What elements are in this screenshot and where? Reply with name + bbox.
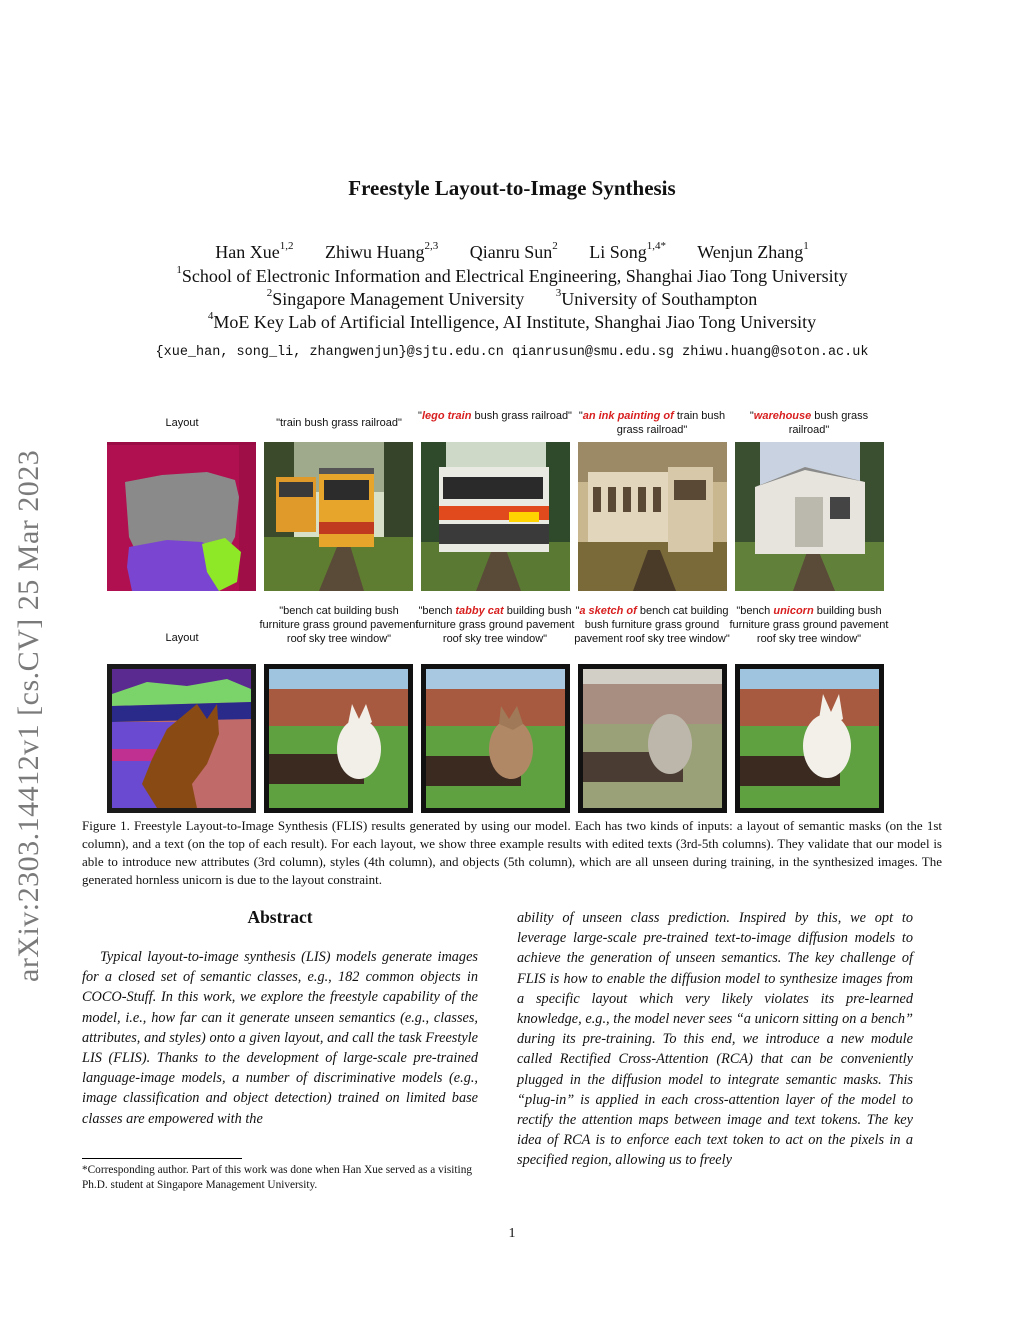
row1-prompt-4: "warehouse bush grass railroad" (749, 410, 869, 436)
paper-title: Freestyle Layout-to-Image Synthesis (348, 176, 676, 200)
abstract-heading: Abstract (247, 907, 313, 927)
row2-result-unicorn (735, 664, 884, 813)
arxiv-id: arXiv:2303.14412v1 [cs.CV] 25 Mar 2023 (12, 449, 45, 982)
affiliation-2-3: $^2$Singapore Management University $^3$University of Southampton (266, 287, 758, 309)
row1-result-warehouse (735, 442, 884, 591)
row2-prompt-4: "bench unicorn building bush furniture grass ground pavement roof sky tree window" (729, 605, 889, 645)
author-list: Han Xue$^{1,2}$ Zhiwu Huang$^{2,3}$ Qianru Sun$^2$ Li Song$^{1,4*}$ Wenjun Zhang$^1$ (215, 240, 809, 262)
page-number: 1 (508, 1226, 516, 1241)
row2-prompt-1: "bench cat building bush furniture grass ground pavement roof sky tree window" (259, 605, 419, 645)
row1-layout-mask (107, 442, 256, 591)
row2-layout-label: Layout (165, 632, 199, 644)
author-name: Zhiwu Huang (325, 242, 425, 262)
row1-result-ink-painting (578, 442, 727, 591)
affiliation-4: $^4$MoE Key Lab of Artificial Intelligence, AI Institute, Shanghai Jiao Tong University (207, 310, 817, 332)
footnote-rule (82, 1158, 242, 1159)
row2-result-tabby-cat (421, 664, 570, 813)
row2-prompt-2: "bench tabby cat building bush furniture grass ground pavement roof sky tree window" (415, 605, 575, 645)
author-name: Wenjun Zhang (697, 242, 804, 262)
figure-caption: Figure 1. Freestyle Layout-to-Image Synthesis (FLIS) results generated by using our model. Each has two kinds of inputs: a layout of semantic masks (on the 1st column), and a text (on the top of each result). For each layout, we show three example results with edited texts (3rd-5th columns). They validate that our model is able to introduce new attributes (3rd column), styles (4th column), and objects (5th column), which are all unseen during training, in the synthesized images. The generated hornless unicorn is due to the layout constraint. (82, 818, 942, 887)
author-name: Li Song (589, 242, 647, 262)
row2-layout-mask (107, 664, 256, 813)
author-name: Han Xue (215, 242, 280, 262)
row2-prompt-3: "a sketch of bench cat building bush furniture grass ground pavement roof sky tree window" (574, 605, 730, 645)
row1-prompt-3: "an ink painting of train bush grass railroad" (578, 410, 726, 436)
affiliation-1: $^1$School of Electronic Information and Electrical Engineering, Shanghai Jiao Tong University (176, 264, 848, 286)
abstract-left-column: Typical layout-to-image synthesis (LIS) models generate images for a closed set of semantic classes, e.g., 182 common objects in COCO-Stuff. In this work, we explore the freestyle capability of the model, i.e., how far can it generate unseen semantics (e.g., classes, attributes, and styles) onto a given layout, and call the task Freestyle LIS (FLIS). Thanks to the development of large-scale pre-trained language-image models, a number of discriminative models (e.g., image classification and object detection) trained on limited base classes are empowered with the (82, 949, 478, 1127)
row2-result-cat (264, 664, 413, 813)
footnote: *Corresponding author. Part of this work was done when Han Xue served as a visiting Ph.D. student at Singapore Management University. (82, 1164, 472, 1191)
author-emails: {xue_han, song_li, zhangwenjun}@sjtu.edu.cn qianrusun@smu.edu.sg zhiwu.huang@soton.ac.uk (155, 345, 869, 360)
row1-prompt-1: "train bush grass railroad" (276, 417, 402, 429)
author-name: Qianru Sun (469, 242, 553, 262)
row1-result-train (264, 442, 413, 591)
row1-prompt-2: "lego train bush grass railroad" (418, 410, 572, 422)
abstract-right-column: ability of unseen class prediction. Inspired by this, we opt to leverage large-scale pre-trained text-to-image diffusion models to achieve the generation of unseen semantics. The key challenge of FLIS is how to enable the diffusion model to synthesize images from a specific layout which very likely violates its pre-learned knowledge, e.g., the model never sees “a unicorn sitting on a bench” during its pre-training. To this end, we introduce a new module called Rectified Cross-Attention (RCA) that can be conveniently plugged in the diffusion model to integrate semantic masks. This “plug-in” is applied in each cross-attention layer of the model to rectify the attention maps between image and text tokens. The key idea of RCA is to enforce each text token to act on the pixels in a specified region, allowing us to freely (517, 910, 913, 1169)
row2-result-sketch (578, 664, 727, 813)
row1-layout-label: Layout (165, 417, 199, 429)
row1-result-lego-train (421, 442, 570, 591)
